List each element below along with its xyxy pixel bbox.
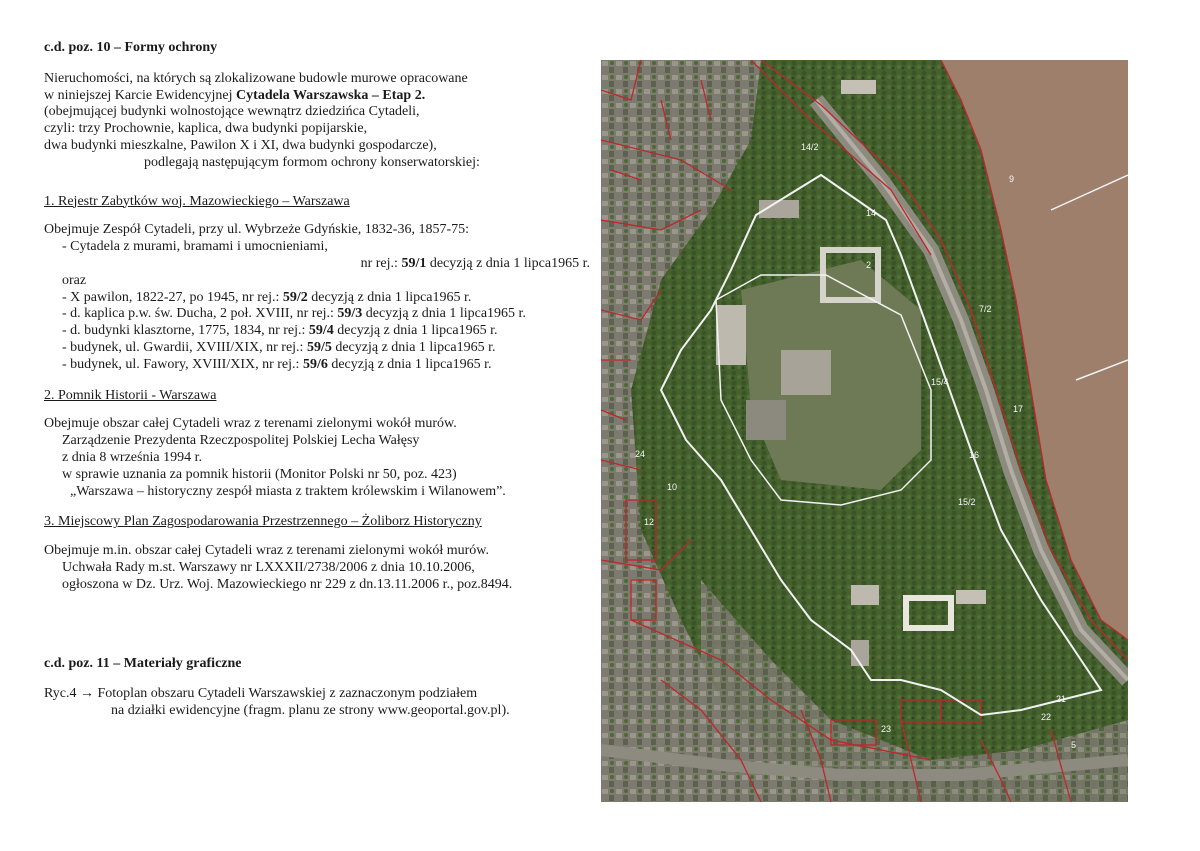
section-10-heading: c.d. poz. 10 – Formy ochrony [44,40,218,55]
figure-caption [44,686,600,720]
building [956,590,986,604]
parcel-label: 10 [667,482,678,492]
rejestr-lead: Obejmuje Zespół Cytadeli, przy ul. Wybrzeże Gdyńskie, 1832-36, 1857-75: [44,222,470,238]
rejestr-item [44,357,600,374]
reg-decision: decyzją z dnia 1 lipca1965 r. [426,255,590,271]
rejestr-item-1: - Cytadela z murami, bramami i umocnieniami, [62,239,328,255]
pomnik-title: 2. Pomnik Historii - Warszawa [44,387,217,403]
item-text: - d. budynki klasztorne, 1775, 1834, nr rej.: [62,323,309,339]
plan-line: Uchwała Rady m.st. Warszawy nr LXXXII/2738/2006 z dnia 10.10.2006, [62,559,475,575]
text-column [44,40,600,720]
plan-line: Obejmuje m.in. obszar całej Cytadeli wraz z terenami zielonymi wokół murów. [44,543,490,559]
item-reg: 59/5 [306,339,332,355]
pomnik-line: Obejmuje obszar całej Cytadeli wraz z terenami zielonymi wokół murów. [44,416,457,432]
intro-line-4: czyli: trzy Prochownie, kaplica, dwa budynki popijarskie, [44,121,368,137]
parcel-label: 16 [969,450,980,460]
caption-text-1: Fotoplan obszaru Cytadeli Warszawskiej z zaznaczonym podziałem [97,686,478,702]
rejestr-item [44,340,600,357]
item-reg: 59/2 [282,289,308,305]
rejestr-oraz: oraz [62,272,87,288]
item-decision: decyzją z dnia 1 lipca1965 r. [331,339,496,355]
building [851,585,879,605]
intro-line-2-bold: Cytadela Warszawska – Etap 2. [236,87,426,103]
item-decision: decyzją z dnia 1 lipca1965 r. [307,289,472,305]
parking-lot [746,400,786,440]
pomnik-line: Zarządzenie Prezydenta Rzeczpospolitej Polskiej Lecha Wałęsy [62,433,420,449]
plan-body [44,543,600,593]
item-reg: 59/6 [302,356,328,372]
parcel-label: 14 [866,208,877,218]
item-text: - d. kaplica p.w. św. Ducha, 2 poł. XVIII, nr rej.: [62,306,338,322]
intro-line-6: podlegają następującym formom ochrony konserwatorskiej: [144,154,480,170]
plan-line: ogłoszona w Dz. Urz. Woj. Mazowieckiego nr 229 z dn.13.11.2006 r., poz.8494. [62,576,513,592]
arrow-icon: → [80,686,94,702]
parcel-label: 9 [1009,174,1015,184]
item-reg: 59/3 [337,306,363,322]
parcel-label: 23 [881,724,892,734]
item-decision: decyzją z dnia 1 lipca1965 r. [362,306,526,322]
section-11-heading: c.d. poz. 11 – Materiały graficzne [44,655,242,671]
item-text: - X pawilon, 1822-27, po 1945, nr rej.: [62,289,283,305]
intro-line-5: dwa budynki mieszkalne, Pawilon X i XI, dwa budynki gospodarcze), [44,137,437,153]
item-text: - budynek, ul. Fawory, XVIII/XIX, nr rej.: [62,356,303,372]
rejestr-item [44,306,600,323]
rejestr-body [44,222,600,373]
reg-number: 59/1 [401,255,427,271]
plan-title: 3. Miejscowy Plan Zagospodarowania Przestrzennego – Żoliborz Historyczny [44,514,482,530]
item-text: - budynek, ul. Gwardii, XVIII/XIX, nr rej.: [62,339,307,355]
rejestr-item [44,323,600,340]
parcel-label: 15/2 [958,497,976,507]
parcel-label: 5 [1071,740,1077,750]
pomnik-line: w sprawie uznania za pomnik historii (Monitor Polski nr 50, poz. 423) [62,466,457,482]
aerial-photomap [601,60,1128,802]
intro-line-2 [44,88,600,105]
figure-ref: Ryc.4 [44,686,77,702]
parcel-label: 21 [1056,694,1067,704]
parcel-label: 7/2 [979,304,992,314]
parcel-label: 12 [644,517,655,527]
intro-line-3: (obejmującej budynki wolnostojące wewnątrz dziedzińca Cytadeli, [44,104,420,120]
reg-prefix: nr rej.: [360,255,402,271]
item-reg: 59/4 [308,323,334,339]
caption-line-2: na działki ewidencyjne (fragm. planu ze strony www.geoportal.gov.pl). [111,703,510,719]
caption-line-1 [44,686,600,703]
pomnik-line: z dnia 8 września 1994 r. [62,449,202,465]
parcel-label: 24 [635,449,646,459]
intro-paragraph [44,71,600,172]
parcel-label: 2 [866,260,872,270]
rejestr-item [44,290,600,307]
parcel-label: 14/2 [801,142,819,152]
item-decision: decyzją z dnia 1 lipca1965 r. [327,356,492,372]
pomnik-line: „Warszawa – historyczny zespół miasta z traktem królewskim i Wilanowem”. [70,483,506,499]
photomap-svg [601,60,1128,802]
rejestr-title: 1. Rejestr Zabytków woj. Mazowieckiego – Warszawa [44,193,350,209]
item-decision: decyzją z dnia 1 lipca1965 r. [333,323,498,339]
building [841,80,876,94]
parcel-label: 17 [1013,404,1024,414]
parking-lot [781,350,831,395]
intro-line-2-text: w niniejszej Karcie Ewidencyjnej [44,87,237,103]
pomnik-body [44,416,600,500]
parcel-label: 22 [1041,712,1052,722]
building-pavilion [716,305,746,365]
rejestr-item-1-reg [44,256,600,273]
intro-line-1: Nieruchomości, na których są zlokalizowane budowle murowe opracowane [44,70,468,86]
parcel-label: 15/4 [931,377,949,387]
